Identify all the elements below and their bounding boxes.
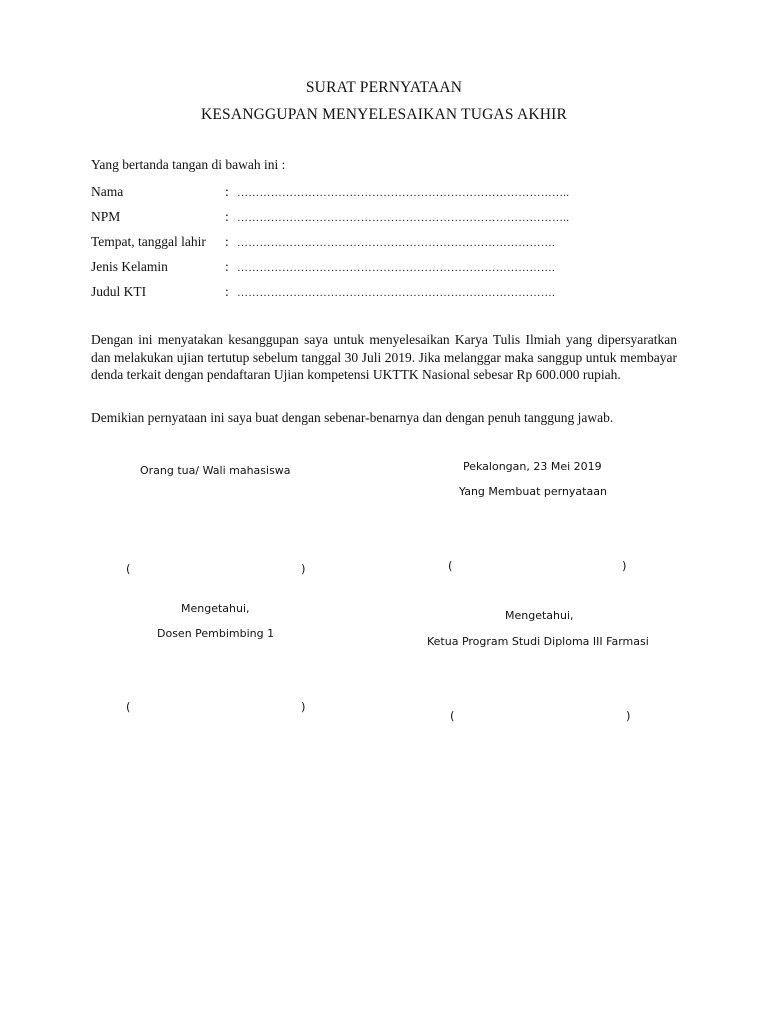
head-know-label: Mengetahui, xyxy=(505,609,574,622)
parent-signature-open-paren: ( xyxy=(126,562,131,576)
parent-signature-label: Orang tua/ Wali mahasiswa xyxy=(140,464,291,477)
field-colon: : xyxy=(225,184,229,199)
advisor-signature-close-paren: ) xyxy=(301,700,306,714)
advisor-know-label: Mengetahui, xyxy=(181,602,250,615)
advisor-signature-label: Dosen Pembimbing 1 xyxy=(157,627,275,640)
field-label-npm: NPM xyxy=(91,209,121,224)
field-label-judul-kti: Judul KTI xyxy=(91,284,147,299)
field-colon: : xyxy=(225,209,229,224)
document-title: SURAT PERNYATAAN xyxy=(305,79,463,96)
field-colon: : xyxy=(225,234,229,249)
field-colon: : xyxy=(225,259,229,274)
field-blank-ttl: …………………………………………………………………………. xyxy=(237,237,555,249)
head-signature-close-paren: ) xyxy=(626,709,631,723)
field-blank-nama: …………………………………………………………………………….. xyxy=(237,187,570,199)
parent-signature-close-paren: ) xyxy=(301,562,306,576)
document-subtitle: KESANGGUPAN MENYELESAIKAN TUGAS AKHIR xyxy=(200,106,568,123)
maker-signature-open-paren: ( xyxy=(448,559,453,573)
field-label-jenis-kelamin: Jenis Kelamin xyxy=(91,259,168,274)
field-label-ttl: Tempat, tanggal lahir xyxy=(91,234,206,249)
maker-signature-label: Yang Membuat pernyataan xyxy=(459,485,607,498)
field-blank-judul-kti: …………………………………………………………………………. xyxy=(237,287,555,299)
field-label-nama: Nama xyxy=(91,184,124,199)
maker-signature-close-paren: ) xyxy=(622,559,627,573)
field-blank-jenis-kelamin: …………………………………………………………………………. xyxy=(237,262,555,274)
intro-text: Yang bertanda tangan di bawah ini : xyxy=(91,157,286,172)
field-blank-npm: …………………………………………………………………………….. xyxy=(237,212,570,224)
head-signature-label: Ketua Program Studi Diploma III Farmasi xyxy=(427,635,649,648)
advisor-signature-open-paren: ( xyxy=(126,700,131,714)
closing-paragraph: Demikian pernyataan ini saya buat dengan sebenar-benarnya dan dengan penuh tanggung jawab. xyxy=(91,410,614,425)
field-colon: : xyxy=(225,284,229,299)
head-signature-open-paren: ( xyxy=(450,709,455,723)
place-date: Pekalongan, 23 Mei 2019 xyxy=(463,460,602,473)
statement-paragraph: Dengan ini menyatakan kesanggupan saya untuk menyelesaikan Karya Tulis Ilmiah yang dipersyaratkan dan melakukan ujian tertutup sebelum tanggal 30 Juli 2019. Jika melanggar maka sanggup untuk membayar denda terkait dengan pendaftaran Ujian kompetensi UKTTK Nasional sebesar Rp 600.000 rupiah. xyxy=(91,332,677,382)
